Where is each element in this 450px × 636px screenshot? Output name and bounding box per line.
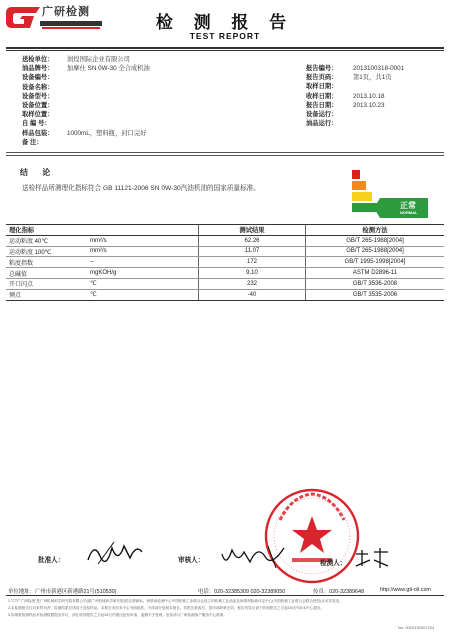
table-cell: -- (87, 257, 199, 268)
inspector-signature-icon (352, 546, 392, 570)
reviewer-signature-icon (218, 540, 288, 570)
status-badge (350, 168, 432, 228)
column-header: 检测方法 (306, 225, 445, 236)
info-label: 报告编号： (306, 65, 338, 72)
info-label: 设备编号： (22, 74, 54, 82)
reviewer-label: 审核人： (178, 557, 205, 564)
received-date: 2013.10.18 (353, 92, 385, 100)
info-value: 1000mL，塑料瓶，封口完好 (67, 129, 147, 137)
info-label: 油品牌号： (22, 65, 54, 73)
table-row (6, 246, 444, 257)
info-label: 设备名称： (22, 83, 54, 91)
info-label: 送检单位： (22, 56, 54, 63)
footer-note: 1."CTI""广研检测"是广州机械科学研究院有限公司(原广州机械科学研究院)的注册商标。润滑油检测中心中国机械工业联合会设立的机械工业油品及润滑剂检测评定中心(中国机械工业联合会联合授权)认可实验室。 (8, 599, 343, 603)
table-cell: GB/T 3536-2008 (306, 278, 445, 289)
status-label-en: NORMAL (400, 210, 418, 215)
table-cell: -40 (199, 289, 306, 300)
results-table (6, 224, 444, 301)
logo-brand-text: 广研检测 (42, 6, 90, 18)
footer-fax: 传真：020-32389648 (313, 589, 364, 595)
approver-signature-icon (84, 538, 144, 568)
table-cell: ASTM D2896-11 (306, 268, 445, 279)
footer-address: 单位地址：广州市新港区新港路21号(510530) (8, 589, 117, 595)
footer-website: http://www.gti-oil.com (380, 587, 431, 593)
info-label: 油品运行： (306, 120, 338, 128)
table-cell: 粘度指数 (6, 257, 87, 268)
table-cell: 232 (199, 278, 306, 289)
table-row (6, 257, 444, 268)
report-title-en: TEST REPORT (189, 31, 261, 41)
table-cell: mgKOH/g (87, 268, 199, 279)
conclusion-text: 送检样品所测理化指标符合 GB 11121-2006 SN 0W-30汽油机油的国家质量标准。 (22, 185, 260, 192)
column-header: 测试结果 (199, 225, 306, 236)
table-cell: 172 (199, 257, 306, 268)
table-row (6, 235, 444, 246)
info-label: 样品包装： (22, 129, 54, 137)
header-rule-thin (6, 50, 444, 51)
table-cell: 开口闪点 (6, 278, 87, 289)
table-cell: 9.10 (199, 268, 306, 279)
footer-note: 3.如果被检测样品对检测数据提出异议，请在收到报告之日起15日内提出复检申请，逾期不予受理。复检请与广研检测客户服务中心联系。 (8, 613, 228, 617)
table-cell: ℃ (87, 289, 199, 300)
sample-info-right (306, 64, 446, 134)
info-label: 设备位置： (22, 102, 54, 109)
info-label: 取样日期： (306, 83, 338, 91)
section-divider-thin (6, 155, 444, 156)
table-cell: 总碱值 (6, 268, 87, 279)
table-cell: mm²/s (87, 246, 199, 257)
info-label: 取样位置： (22, 111, 54, 119)
table-cell: 62.26 (199, 235, 306, 246)
info-label: 收样日期： (306, 92, 338, 100)
official-seal-icon (262, 486, 362, 586)
footer-rule (6, 595, 444, 596)
table-cell: ℃ (87, 278, 199, 289)
info-label: 设备型号： (22, 92, 54, 100)
table-cell: 运动粘度 40℃ (6, 235, 87, 246)
table-row (6, 268, 444, 279)
sample-info-left (22, 55, 272, 150)
page-number: 第1页，共1页 (353, 74, 392, 82)
info-value: 加摩仕 SN 0W-30 全合成机油 (67, 65, 150, 73)
table-cell: GB/T 1995-1998[2004] (306, 257, 445, 268)
column-header: 理化指标 (6, 225, 87, 236)
table-cell: GB/T 265-1988[2004] (306, 246, 445, 257)
header-rule (6, 47, 444, 49)
info-label: 设备运行： (306, 111, 338, 118)
info-label: 报告页码： (306, 74, 338, 82)
table-cell: GB/T 3535-2006 (306, 289, 445, 300)
inspector-label: 检测人： (320, 560, 347, 567)
footer-phone: 电话：020-32385309 020-32389050 (198, 589, 286, 595)
info-label: 自 编 号： (22, 120, 51, 128)
table-cell: 运动粘度 100℃ (6, 246, 87, 257)
report-number: 2013100318-0001 (353, 65, 405, 72)
table-row (6, 278, 444, 289)
status-label: 正常 (400, 201, 416, 210)
table-cell: 11.07 (199, 246, 306, 257)
approver-label: 批准人： (38, 557, 65, 564)
info-value: 润煌国际企业有限公司 (67, 56, 130, 63)
table-cell: mm²/s (87, 235, 199, 246)
info-label: 报告日期： (306, 101, 338, 109)
table-row (6, 289, 444, 300)
table-cell: 倾点 (6, 289, 87, 300)
footer-note: 2.本检测报告仅对来样负责，检测结果仅适用于送检样品。本报告未经本中心书面批准，不得部分复制本报告。若报告被改写，复印或缺章无效。报告有异议请于收到报告之日起15日内向本中心提出。 (8, 606, 325, 610)
table-cell: GB/T 265-1988[2004] (306, 235, 445, 246)
page-code: No. 0020130007224 (398, 625, 435, 630)
column-header (87, 225, 199, 236)
conclusion-title: 结 论 (20, 168, 57, 177)
table-header-row (6, 225, 444, 236)
status-bars-icon (350, 168, 432, 228)
footer-contact (8, 587, 442, 595)
report-title: 检 测 报 告 (155, 13, 295, 32)
info-label: 备 注： (22, 138, 43, 146)
section-divider (6, 152, 444, 153)
report-date: 2013.10.23 (353, 101, 385, 109)
